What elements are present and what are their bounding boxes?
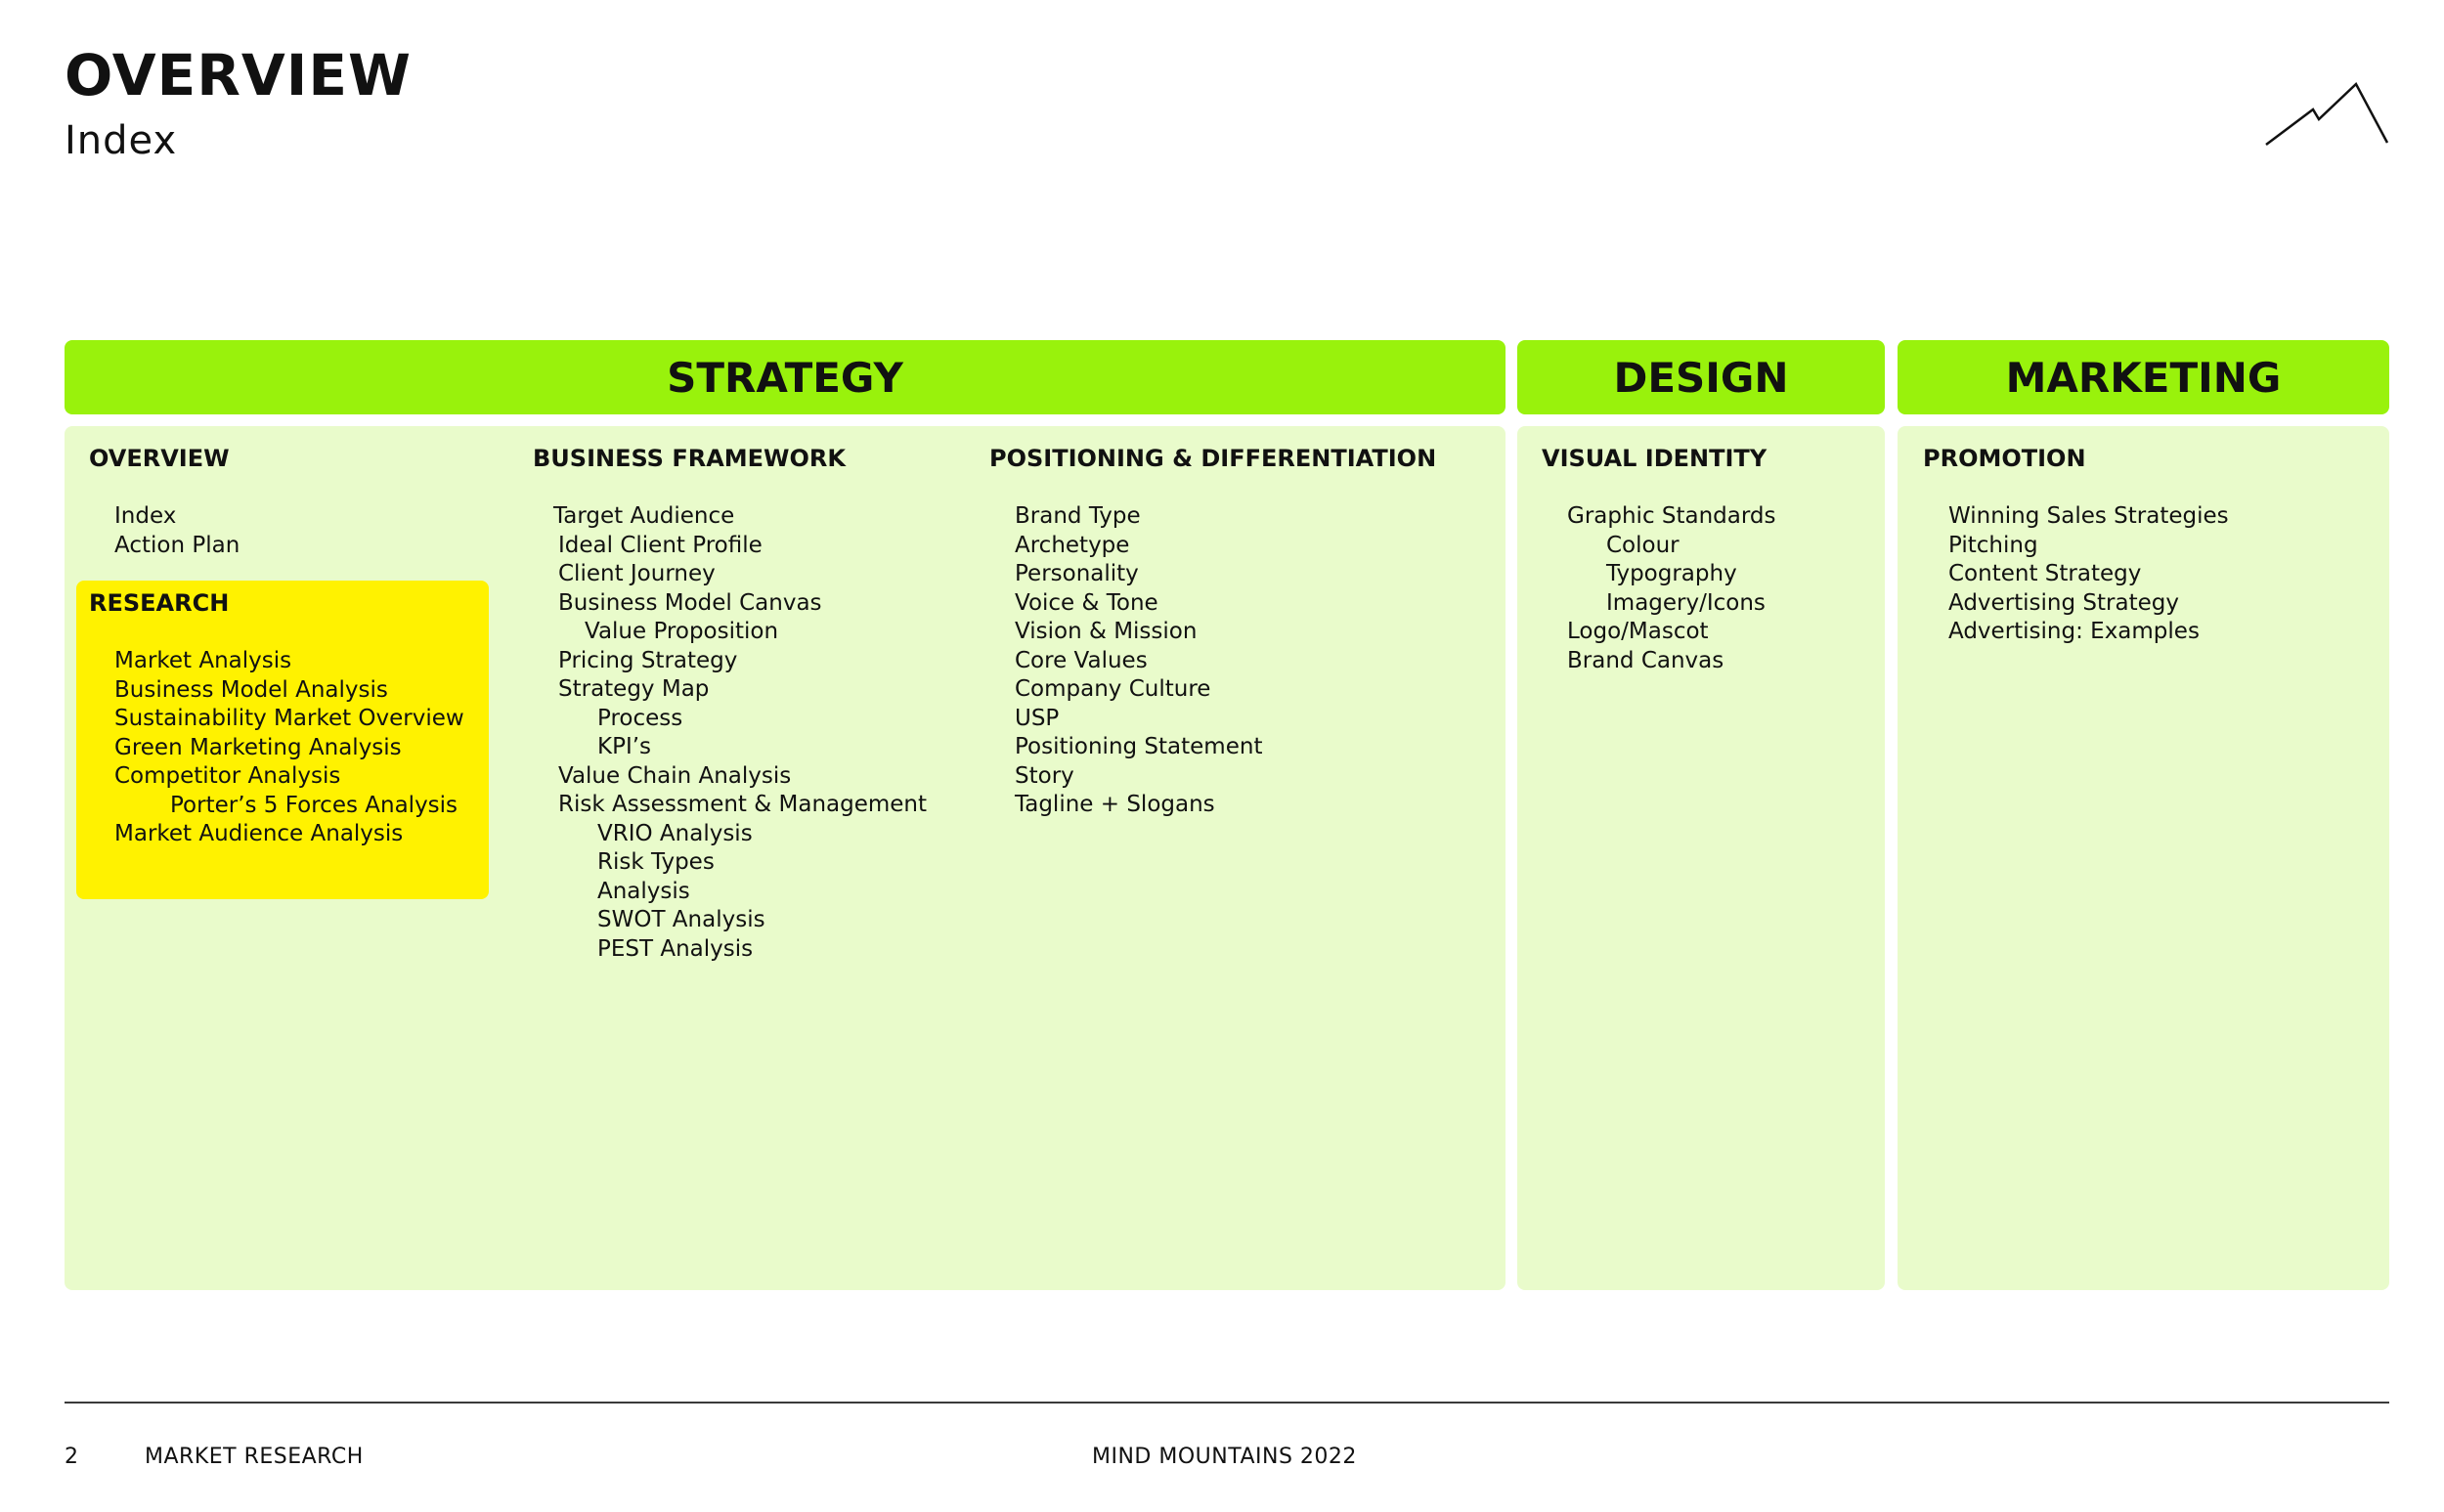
page-title: OVERVIEW — [65, 42, 412, 108]
marketing-title: MARKETING — [2005, 353, 2282, 402]
positioning-column — [989, 447, 1436, 820]
design-title: DESIGN — [1613, 353, 1789, 402]
list-item: Vision & Mission — [1015, 619, 1198, 644]
list-item: Strategy Map — [558, 676, 710, 702]
list-item: Green Marketing Analysis — [114, 734, 402, 760]
promotion-heading: PROMOTION — [1923, 445, 2086, 472]
list-item: Voice & Tone — [1015, 589, 1158, 616]
strategy-title: STRATEGY — [667, 353, 903, 402]
list-item: Brand Type — [1015, 503, 1141, 529]
list-item: Risk Types — [597, 849, 715, 875]
visual-identity-heading: VISUAL IDENTITY — [1542, 445, 1768, 472]
list-item: VRIO Analysis — [597, 820, 753, 846]
list-item: Competitor Analysis — [114, 763, 341, 789]
strategy-band — [65, 340, 1506, 414]
footer-page-number: 2 — [65, 1445, 79, 1469]
list-item: Analysis — [597, 878, 690, 904]
footer-section-label: MARKET RESEARCH — [145, 1445, 364, 1469]
list-item: Market Analysis — [114, 648, 292, 673]
list-item: Business Model Canvas — [558, 589, 822, 616]
list-item: Value Chain Analysis — [558, 762, 792, 789]
list-item: Tagline + Slogans — [1015, 792, 1215, 817]
list-item: KPI’s — [597, 734, 652, 759]
research-column — [89, 591, 464, 849]
list-item: Pricing Strategy — [558, 647, 738, 673]
list-item: USP — [1015, 705, 1060, 731]
list-item: Core Values — [1015, 647, 1148, 673]
list-item: Story — [1015, 762, 1074, 789]
footer-divider — [65, 1402, 2389, 1404]
list-item: Advertising Strategy — [1948, 589, 2179, 616]
list-item: Company Culture — [1015, 676, 1211, 702]
list-item: Business Model Analysis — [114, 676, 388, 703]
list-item: Colour — [1606, 532, 1680, 558]
marketing-band — [1898, 340, 2389, 414]
list-item: Advertising: Examples — [1948, 619, 2200, 644]
mountain-peaks-icon — [2264, 80, 2389, 151]
design-band — [1517, 340, 1885, 414]
page-subtitle: Index — [65, 118, 178, 163]
visual-identity-column — [1542, 447, 1776, 675]
list-item: Value Proposition — [585, 619, 779, 644]
list-item: Process — [597, 705, 683, 731]
list-item: Archetype — [1015, 532, 1130, 558]
list-item: Positioning Statement — [1015, 734, 1263, 759]
list-item: Sustainability Market Overview — [114, 706, 464, 731]
list-item: Pitching — [1948, 532, 2038, 558]
positioning-heading: POSITIONING & DIFFERENTIATION — [989, 445, 1437, 472]
index-item: Index — [114, 503, 177, 529]
action-plan-item: Action Plan — [114, 532, 240, 558]
list-item: Personality — [1015, 561, 1139, 586]
list-item: Winning Sales Strategies — [1948, 503, 2229, 529]
list-item: Client Journey — [558, 561, 716, 586]
promotion-column — [1923, 447, 2229, 647]
list-item: Content Strategy — [1948, 561, 2142, 586]
list-item: Market Audience Analysis — [114, 821, 404, 846]
list-item: Ideal Client Profile — [558, 532, 763, 558]
list-item: Graphic Standards — [1567, 503, 1776, 529]
list-item: Target Audience — [553, 503, 735, 529]
list-item: Imagery/Icons — [1606, 589, 1766, 616]
business-framework-heading: BUSINESS FRAMEWORK — [533, 445, 847, 472]
list-item: Porter’s 5 Forces Analysis — [170, 792, 458, 818]
overview-heading: OVERVIEW — [89, 445, 230, 472]
list-item: SWOT Analysis — [597, 907, 765, 932]
business-framework-column — [533, 447, 927, 964]
list-item: Typography — [1606, 561, 1737, 586]
list-item: Brand Canvas — [1567, 647, 1724, 673]
footer-brand: MIND MOUNTAINS 2022 — [1092, 1445, 1357, 1469]
list-item: Risk Assessment & Management — [558, 792, 928, 817]
list-item: Logo/Mascot — [1567, 619, 1709, 644]
list-item: PEST Analysis — [597, 935, 754, 962]
research-heading: RESEARCH — [89, 589, 230, 617]
overview-column — [89, 447, 240, 560]
